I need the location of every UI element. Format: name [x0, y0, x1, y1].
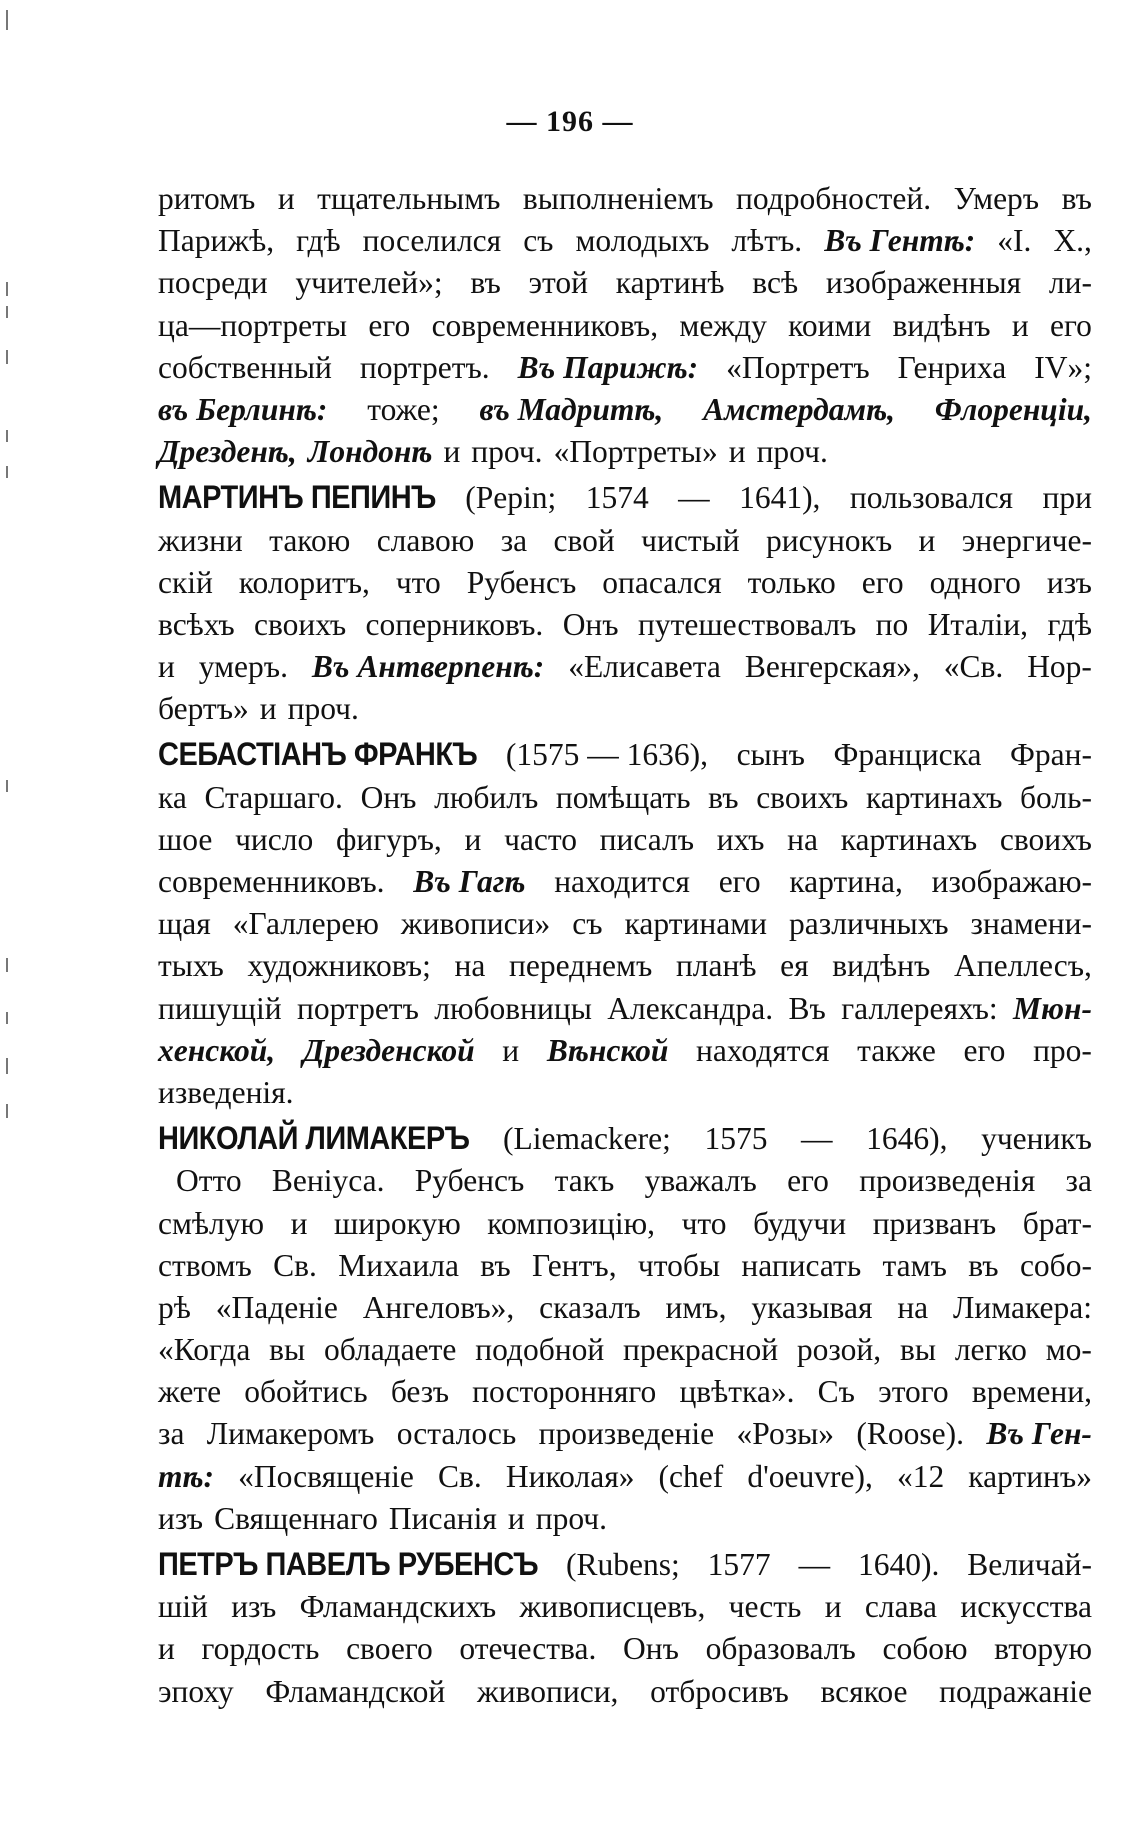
word: за: [158, 1416, 185, 1452]
word: брат-: [1022, 1205, 1092, 1241]
word: уважалъ: [644, 1163, 757, 1199]
italic-location: Въ Ген-: [986, 1416, 1092, 1452]
word: гдѣ: [1047, 606, 1092, 642]
word: и: [824, 1589, 842, 1625]
word: проч.: [535, 1500, 608, 1536]
word: и: [277, 181, 295, 216]
word: также: [857, 1032, 936, 1068]
text-line: [158, 1498, 1092, 1540]
word: произведенія: [859, 1163, 1036, 1199]
text-line: [158, 1160, 1092, 1202]
word: молодыхъ: [575, 223, 710, 259]
text-line: [158, 988, 1092, 1030]
word: (1575 — 1636),: [505, 737, 708, 773]
word: портретъ.: [359, 349, 490, 385]
word: (chef: [658, 1458, 724, 1494]
word: указывая: [751, 1289, 873, 1325]
word: «Портреты»: [553, 434, 718, 470]
text-line: [158, 819, 1092, 861]
word: этой: [528, 265, 589, 301]
word: 1641),: [739, 480, 821, 516]
text-line: [158, 688, 1092, 730]
word: Писанія: [388, 1500, 497, 1536]
word: его: [368, 307, 411, 343]
word: современниковъ,: [431, 307, 659, 343]
word: проч.: [471, 434, 543, 470]
word: вторую: [994, 1631, 1092, 1667]
word: подражаніе: [939, 1673, 1092, 1709]
word: 1640).: [857, 1547, 940, 1582]
artist-name-heading: СЕБАСТІАНЪ ФРАНКЪ: [158, 737, 478, 774]
word: 1574: [585, 480, 649, 516]
word: обладаете: [323, 1332, 457, 1368]
word: «Галлерею: [232, 906, 379, 942]
word: ученикъ: [981, 1121, 1092, 1157]
word: и: [158, 649, 175, 685]
artist-name-heading: МАРТИНЪ ПЕПИНЪ: [158, 480, 436, 517]
word: фигуръ,: [335, 821, 442, 857]
word: ея: [780, 948, 809, 984]
word: и: [443, 434, 461, 470]
word: «Елисавета: [568, 649, 721, 685]
word: Апеллесъ,: [953, 948, 1092, 984]
text-line: [158, 1671, 1092, 1713]
word: Фламандскихъ: [299, 1589, 497, 1625]
word: Въ: [788, 990, 826, 1026]
body-text: [158, 178, 1092, 1713]
word: своего: [346, 1631, 433, 1667]
word: смѣлую: [158, 1205, 265, 1241]
word: его: [963, 1032, 1006, 1068]
word: тыхъ: [158, 948, 224, 984]
word: гордость: [201, 1631, 320, 1667]
word: гдѣ: [296, 223, 341, 259]
word: картина,: [789, 864, 903, 899]
word: Фламандской: [265, 1673, 446, 1709]
word: Лимакеромъ: [206, 1416, 375, 1452]
word: и: [464, 821, 482, 857]
word: Николая»: [505, 1458, 635, 1494]
word: его: [1050, 307, 1092, 343]
word: изъ: [1046, 564, 1092, 600]
word: художниковъ;: [247, 948, 431, 984]
italic-location: въ Берлинѣ:: [158, 391, 328, 427]
word: его: [861, 564, 904, 600]
word: отечества.: [459, 1631, 597, 1667]
word: бертъ»: [158, 691, 249, 727]
word: Старшаго.: [204, 779, 343, 815]
word: рѣ: [158, 1289, 191, 1325]
word: осталось: [396, 1416, 517, 1452]
word: «Портретъ: [726, 349, 870, 385]
text-line: [158, 604, 1092, 646]
text-line: [158, 347, 1092, 389]
word: и: [507, 1500, 525, 1536]
word: что: [681, 1205, 727, 1241]
word: шое: [158, 821, 213, 857]
word: всѣ: [752, 265, 799, 301]
word: живописи,: [476, 1673, 619, 1709]
word: въ: [968, 1247, 999, 1283]
word: тоже;: [367, 391, 440, 427]
text-line: [158, 562, 1092, 604]
word: ихъ: [716, 821, 765, 857]
word: —: [678, 480, 710, 516]
word: Парижѣ,: [158, 223, 275, 259]
word: «Паденіе: [215, 1289, 338, 1325]
text-line: [158, 477, 1092, 519]
word: соперниковъ.: [365, 606, 544, 642]
word: чистый: [641, 522, 740, 558]
word: этого: [878, 1374, 949, 1410]
word: розой,: [796, 1332, 882, 1368]
word: съ: [523, 223, 554, 259]
italic-location: хенской,: [158, 1032, 276, 1068]
text-line: [158, 220, 1092, 262]
word: широкую: [333, 1205, 461, 1241]
word: собою: [882, 1631, 968, 1667]
word: и: [259, 691, 277, 727]
word: картинами: [624, 906, 768, 942]
word: искусства: [960, 1589, 1092, 1625]
word: современниковъ.: [158, 864, 385, 899]
word: «Посвященіе: [238, 1458, 414, 1494]
word: картинѣ: [615, 265, 725, 301]
word: любовницы: [434, 990, 592, 1026]
text-line: [158, 1586, 1092, 1628]
text-line: [158, 1371, 1092, 1413]
word: легко: [954, 1332, 1027, 1368]
word: жизни: [158, 522, 243, 558]
word: Ангеловъ»,: [362, 1289, 515, 1325]
word: d'oeuvre),: [747, 1458, 873, 1494]
word: щая: [158, 906, 211, 942]
word: Фран-: [1010, 737, 1092, 773]
text-line: [158, 1245, 1092, 1287]
word: живописи»: [400, 906, 551, 942]
word: различныхъ: [789, 906, 949, 942]
word: планѣ: [675, 948, 757, 984]
word: изображенныя: [825, 265, 1022, 301]
word: слава: [864, 1589, 938, 1625]
word: Нор-: [1027, 649, 1092, 685]
word: переднемъ: [509, 948, 653, 984]
word: опасался: [602, 564, 722, 600]
word: (Rubens;: [566, 1547, 680, 1582]
word: безъ: [390, 1374, 449, 1410]
word: своихъ: [999, 821, 1092, 857]
word: подробностей.: [736, 181, 932, 216]
word: при: [1042, 480, 1092, 516]
word: Франциска: [833, 737, 982, 773]
text-line: [158, 861, 1092, 903]
word: написать: [741, 1247, 862, 1283]
word: и: [502, 1032, 520, 1068]
word: (Liemackere;: [503, 1121, 671, 1157]
word: Италіи,: [927, 606, 1029, 642]
word: про-: [1033, 1032, 1092, 1068]
word: сказалъ: [539, 1289, 641, 1325]
word: собо-: [1019, 1247, 1092, 1283]
word: и: [918, 522, 936, 558]
word: цвѣтка».: [679, 1374, 795, 1410]
word: на: [454, 948, 486, 984]
word: выполненіемъ: [522, 181, 714, 216]
word: лѣтъ.: [731, 223, 803, 259]
italic-location: Мюн-: [1013, 990, 1092, 1026]
word: такъ: [554, 1163, 615, 1199]
word: поселился: [362, 223, 502, 259]
word: ка: [158, 779, 187, 815]
word: эпоху: [158, 1673, 234, 1709]
word: шій: [158, 1589, 208, 1625]
word: и: [1011, 307, 1029, 343]
text-line: [158, 1544, 1092, 1586]
word: Величай-: [967, 1547, 1092, 1582]
word: 1577: [707, 1547, 771, 1582]
word: Отто: [176, 1163, 242, 1199]
word: видѣнъ: [832, 948, 931, 984]
word: подобной: [475, 1332, 605, 1368]
word: число: [235, 821, 314, 857]
word: (Roose).: [856, 1416, 965, 1452]
word: Рубенсъ: [466, 564, 577, 600]
word: видѣнъ: [892, 307, 991, 343]
word: Св.: [438, 1458, 482, 1494]
word: на: [787, 821, 818, 857]
page-number: — 196 —: [506, 105, 634, 138]
word: посреди: [158, 265, 268, 301]
word: проч.: [756, 434, 828, 470]
text-line: [158, 1329, 1092, 1371]
text-line: [158, 262, 1092, 304]
word: изъ: [231, 1589, 277, 1625]
word: писалъ: [599, 821, 695, 857]
word: Священнаго: [214, 1500, 378, 1536]
word: отбросивъ: [650, 1673, 789, 1709]
text-line: [158, 777, 1092, 819]
word: обойтись: [244, 1374, 368, 1410]
word: посторонняго: [472, 1374, 657, 1410]
word: своихъ: [756, 779, 849, 815]
word: будучи: [753, 1205, 847, 1241]
word: 1575: [704, 1121, 768, 1157]
word: Съ: [817, 1374, 855, 1410]
word: Онъ: [623, 1631, 679, 1667]
word: за: [500, 522, 528, 558]
word: свой: [553, 522, 615, 558]
word: жете: [158, 1374, 222, 1410]
word: Св.: [273, 1247, 317, 1283]
word: рисунокъ: [766, 522, 893, 558]
italic-location: въ Мадритѣ,: [479, 391, 664, 427]
word: вы: [899, 1332, 937, 1368]
text-line: [158, 1030, 1092, 1072]
word: композицію,: [487, 1205, 656, 1241]
word: на: [897, 1289, 929, 1325]
scan-edge-marks: [0, 0, 18, 1839]
word: Рубенсъ: [414, 1163, 525, 1199]
word: въ: [1061, 181, 1092, 216]
word: 1646),: [866, 1121, 948, 1157]
text-line: [158, 178, 1092, 220]
italic-location: Вѣнской: [546, 1032, 669, 1068]
word: ритомъ: [158, 181, 256, 216]
word: Лимакера:: [953, 1289, 1092, 1325]
italic-location: Въ Гентѣ:: [824, 223, 976, 259]
word: чтобы: [637, 1247, 721, 1283]
word: Х.,: [1053, 223, 1092, 259]
word: изъ: [158, 1500, 204, 1536]
text-line: [158, 305, 1092, 347]
word: Онъ: [360, 779, 417, 815]
word: портретъ: [296, 990, 419, 1026]
text-line: [158, 1628, 1092, 1670]
word: —: [801, 1121, 833, 1157]
word: по: [875, 606, 909, 642]
word: —: [798, 1547, 831, 1582]
word: сынъ: [736, 737, 805, 773]
italic-location: Въ Парижѣ:: [517, 349, 699, 385]
word: ца—портреты: [158, 307, 348, 343]
word: помѣщать: [555, 779, 691, 815]
text-line: [158, 520, 1092, 562]
italic-location: Дрезденской: [302, 1032, 475, 1068]
word: «Когда: [158, 1332, 251, 1368]
word: съ: [572, 906, 603, 942]
word: проч.: [287, 691, 359, 727]
word: и: [290, 1205, 308, 1241]
word: пользовался: [849, 480, 1014, 516]
word: коими: [788, 307, 872, 343]
text-line: [158, 734, 1092, 776]
text-line: [158, 945, 1092, 987]
text-line: [158, 1072, 1092, 1114]
word: путешествовалъ: [638, 606, 857, 642]
text-line: [158, 1118, 1092, 1160]
italic-location: Въ Гагѣ: [413, 864, 526, 899]
word: только: [747, 564, 836, 600]
word: картинахъ: [840, 821, 978, 857]
word: и: [728, 434, 746, 470]
word: тщательнымъ: [317, 181, 501, 216]
italic-location: Лондонѣ: [307, 434, 433, 470]
word: и: [158, 1631, 175, 1667]
word: (Pepin;: [465, 480, 557, 516]
word: времени,: [971, 1374, 1092, 1410]
word: живописцевъ,: [519, 1589, 706, 1625]
text-line: [158, 1203, 1092, 1245]
italic-location: Въ Антверпенѣ:: [311, 649, 545, 685]
word: въ: [470, 265, 501, 301]
word: собственный: [158, 349, 332, 385]
word: «I.: [997, 223, 1032, 259]
text-line: [158, 389, 1092, 431]
word: прекрасной: [623, 1332, 779, 1368]
word: Генриха: [897, 349, 1007, 385]
word: Венгерская»,: [744, 649, 920, 685]
word: Онъ: [562, 606, 619, 642]
word: часто: [504, 821, 577, 857]
word: всякое: [820, 1673, 908, 1709]
text-line: [158, 903, 1092, 945]
word: находятся: [696, 1032, 830, 1068]
text-line: [158, 1287, 1092, 1329]
italic-location: Флоренціи,: [934, 391, 1092, 427]
word: мо-: [1045, 1332, 1092, 1368]
word: энергиче-: [961, 522, 1092, 558]
word: его: [787, 1163, 829, 1199]
word: тамъ: [882, 1247, 947, 1283]
word: Александра.: [607, 990, 774, 1026]
word: своихъ: [254, 606, 347, 642]
word: находится: [554, 864, 690, 899]
italic-location: тѣ:: [158, 1458, 215, 1494]
word: честь: [728, 1589, 802, 1625]
word: IV»;: [1034, 349, 1092, 385]
word: «Розы»: [736, 1416, 835, 1452]
word: Гентъ,: [532, 1247, 617, 1283]
word: Михаила: [338, 1247, 459, 1283]
word: боль-: [1020, 779, 1092, 815]
word: за: [1065, 1163, 1092, 1199]
word: одного: [929, 564, 1021, 600]
word: вы: [269, 1332, 306, 1368]
italic-location: Амстердамѣ,: [703, 391, 895, 427]
artist-name-heading: НИКОЛАЙ ЛИМАКЕРЪ: [158, 1121, 470, 1158]
word: призванъ: [872, 1205, 997, 1241]
word: ствомъ: [158, 1247, 252, 1283]
text-line: [158, 1413, 1092, 1455]
text-line: [158, 431, 1092, 473]
word: его: [718, 864, 761, 899]
word: пишущій: [158, 990, 282, 1026]
word: колоритъ,: [238, 564, 370, 600]
word: всѣхъ: [158, 606, 235, 642]
word: что: [395, 564, 441, 600]
word: Веніуса.: [271, 1163, 385, 1199]
word: «Св.: [943, 649, 1004, 685]
word: знамени-: [970, 906, 1092, 942]
word: умеръ.: [198, 649, 288, 685]
word: между: [679, 307, 767, 343]
word: въ: [708, 779, 739, 815]
text-line: [158, 1456, 1092, 1498]
word: галлереяхъ:: [841, 990, 998, 1026]
text-line: [158, 646, 1092, 688]
word: любилъ: [434, 779, 539, 815]
word: учителей»;: [295, 265, 443, 301]
word: скій: [158, 564, 213, 600]
word: картинъ»: [968, 1458, 1092, 1494]
word: картинахъ: [865, 779, 1003, 815]
word: ли-: [1048, 265, 1092, 301]
word: такою: [269, 522, 351, 558]
word: имъ,: [665, 1289, 727, 1325]
word: славою: [376, 522, 475, 558]
word: образовалъ: [705, 1631, 856, 1667]
word: произведеніе: [538, 1416, 715, 1452]
word: Умеръ: [953, 181, 1040, 216]
word: «12: [896, 1458, 945, 1494]
artist-name-heading: ПЕТРЪ ПАВЕЛЪ РУБЕНСЪ: [158, 1547, 539, 1583]
word: въ: [480, 1247, 511, 1283]
italic-location: Дрезденѣ,: [158, 434, 297, 470]
word: изведенія.: [158, 1074, 294, 1110]
word: изображаю-: [931, 864, 1092, 899]
